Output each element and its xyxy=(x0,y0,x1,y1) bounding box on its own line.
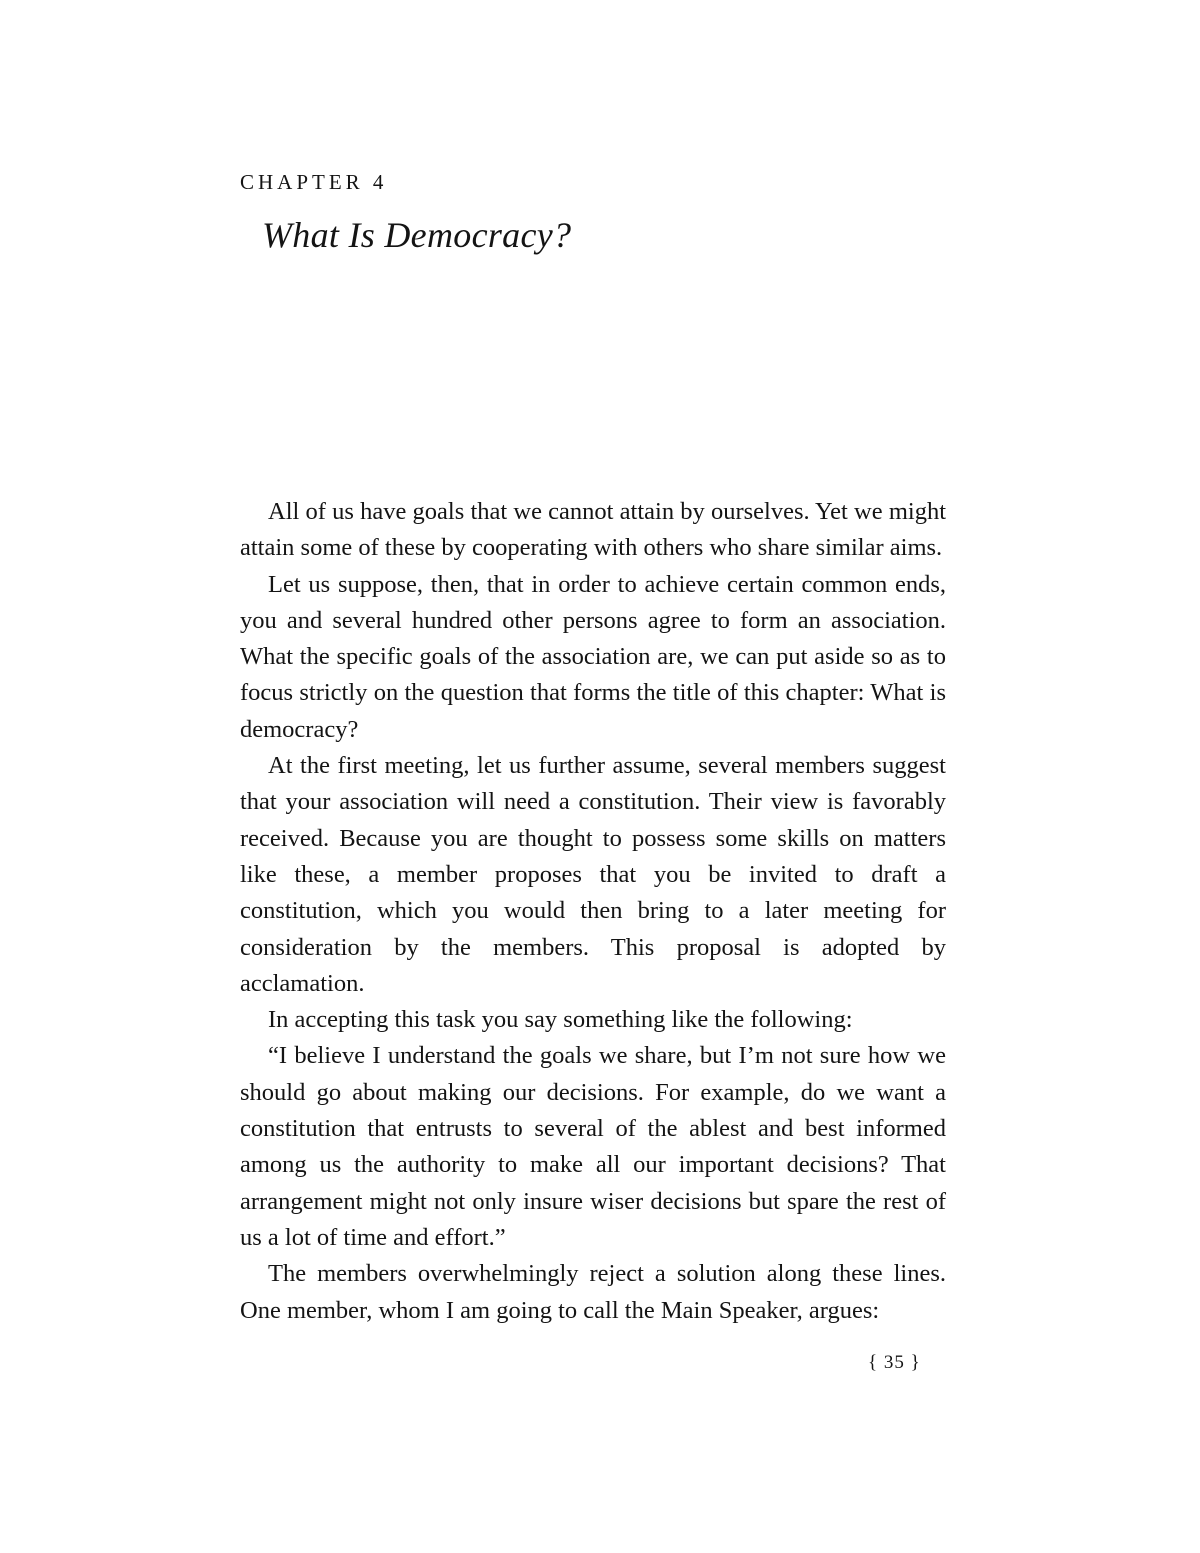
chapter-title: What Is Democracy? xyxy=(262,215,572,255)
body-text xyxy=(240,494,946,1329)
chapter-label: CHAPTER 4 xyxy=(240,170,388,194)
paragraph: The members overwhelmingly reject a solution along these lines. One member, whom I am going to call the Main Speaker, argues: xyxy=(240,1260,946,1324)
paragraph: At the first meeting, let us further assume, several members suggest that your association will need a constitution. Their view is favorably received. Because you are thought to possess some skills on matters like these, a member proposes that you be invited to draft a constitution, which you would then bring to a later meeting for consideration by the members. This proposal is adopted by acclamation. xyxy=(240,752,946,997)
paragraph: All of us have goals that we cannot attain by ourselves. Yet we might attain some of these by cooperating with others who share similar aims. xyxy=(240,498,946,562)
page-number: { 35 } xyxy=(868,1352,921,1373)
paragraph: In accepting this task you say something like the following: xyxy=(268,1006,853,1034)
paragraph: Let us suppose, then, that in order to achieve certain common ends, you and several hundred other persons agree to form an association. What the specific goals of the association are, we can put aside so as to focus strictly on the question that forms the title of this chapter: What is democracy? xyxy=(240,570,946,743)
paragraph: “I believe I understand the goals we share, but I’m not sure how we should go about making our decisions. For example, do we want a constitution that entrusts to several of the ablest and best informed among us the authority to make all our important decisions? That arrangement might not only insure wiser decisions but spare the rest of us a lot of time and effort.” xyxy=(240,1042,946,1251)
